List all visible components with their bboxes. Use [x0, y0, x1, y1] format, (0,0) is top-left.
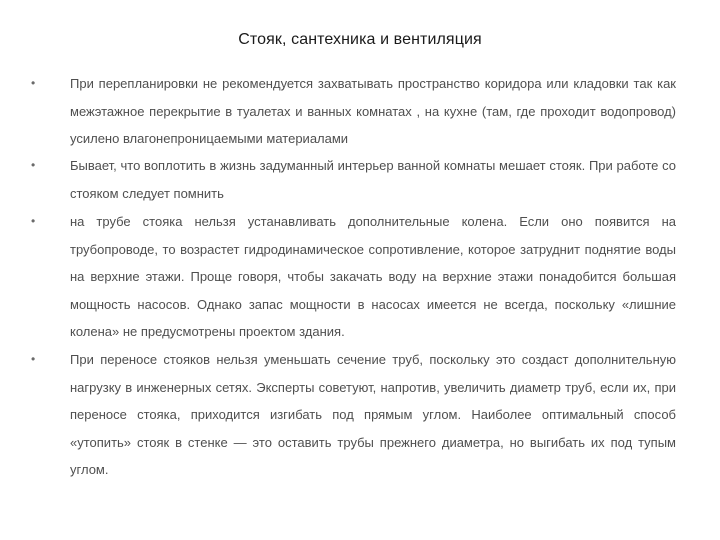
bullet-text: При перепланировки не рекомендуется захватывать пространство коридора или кладовки так как межэтажное перекрытие в туалетах и ванных комнатах , на кухне (там, где проходит водопровод) усилено влагонепроницаемыми материалами: [70, 76, 676, 146]
bullet-text: на трубе стояка нельзя устанавливать дополнительные колена. Если оно появится на трубопроводе, то возрастет гидродинамическое сопротивление, которое затруднит поднятие воды на верхние этажи. Проще говоря, чтобы закачать воду на верхние этажи понадобится большая мощность насосов. Однако запас мощности в насосах имеется не всегда, поскольку «лишние колена» не предусмотрены проектом здания.: [70, 214, 676, 339]
bullet-icon: •: [31, 214, 36, 228]
bullet-icon: •: [31, 352, 36, 366]
bullet-icon: •: [31, 158, 36, 172]
bullet-icon: •: [31, 76, 36, 90]
bullet-text: При переносе стояков нельзя уменьшать сечение труб, поскольку это создаст дополнительную нагрузку в инженерных сетях. Эксперты советуют, напротив, увеличить диаметр труб, если их, при переносе стояка, приходится изгибать под прямым углом. Наиболее оптимальный способ «утопить» стояк в стенке — это оставить трубы прежнего диаметра, но выгибать их под тупым углом.: [70, 352, 676, 477]
slide-title: Стояк, сантехника и вентиляция: [238, 31, 482, 48]
bullet-text: Бывает, что воплотить в жизнь задуманный интерьер ванной комнаты мешает стояк. При работе со стояком следует помнить: [70, 158, 676, 201]
